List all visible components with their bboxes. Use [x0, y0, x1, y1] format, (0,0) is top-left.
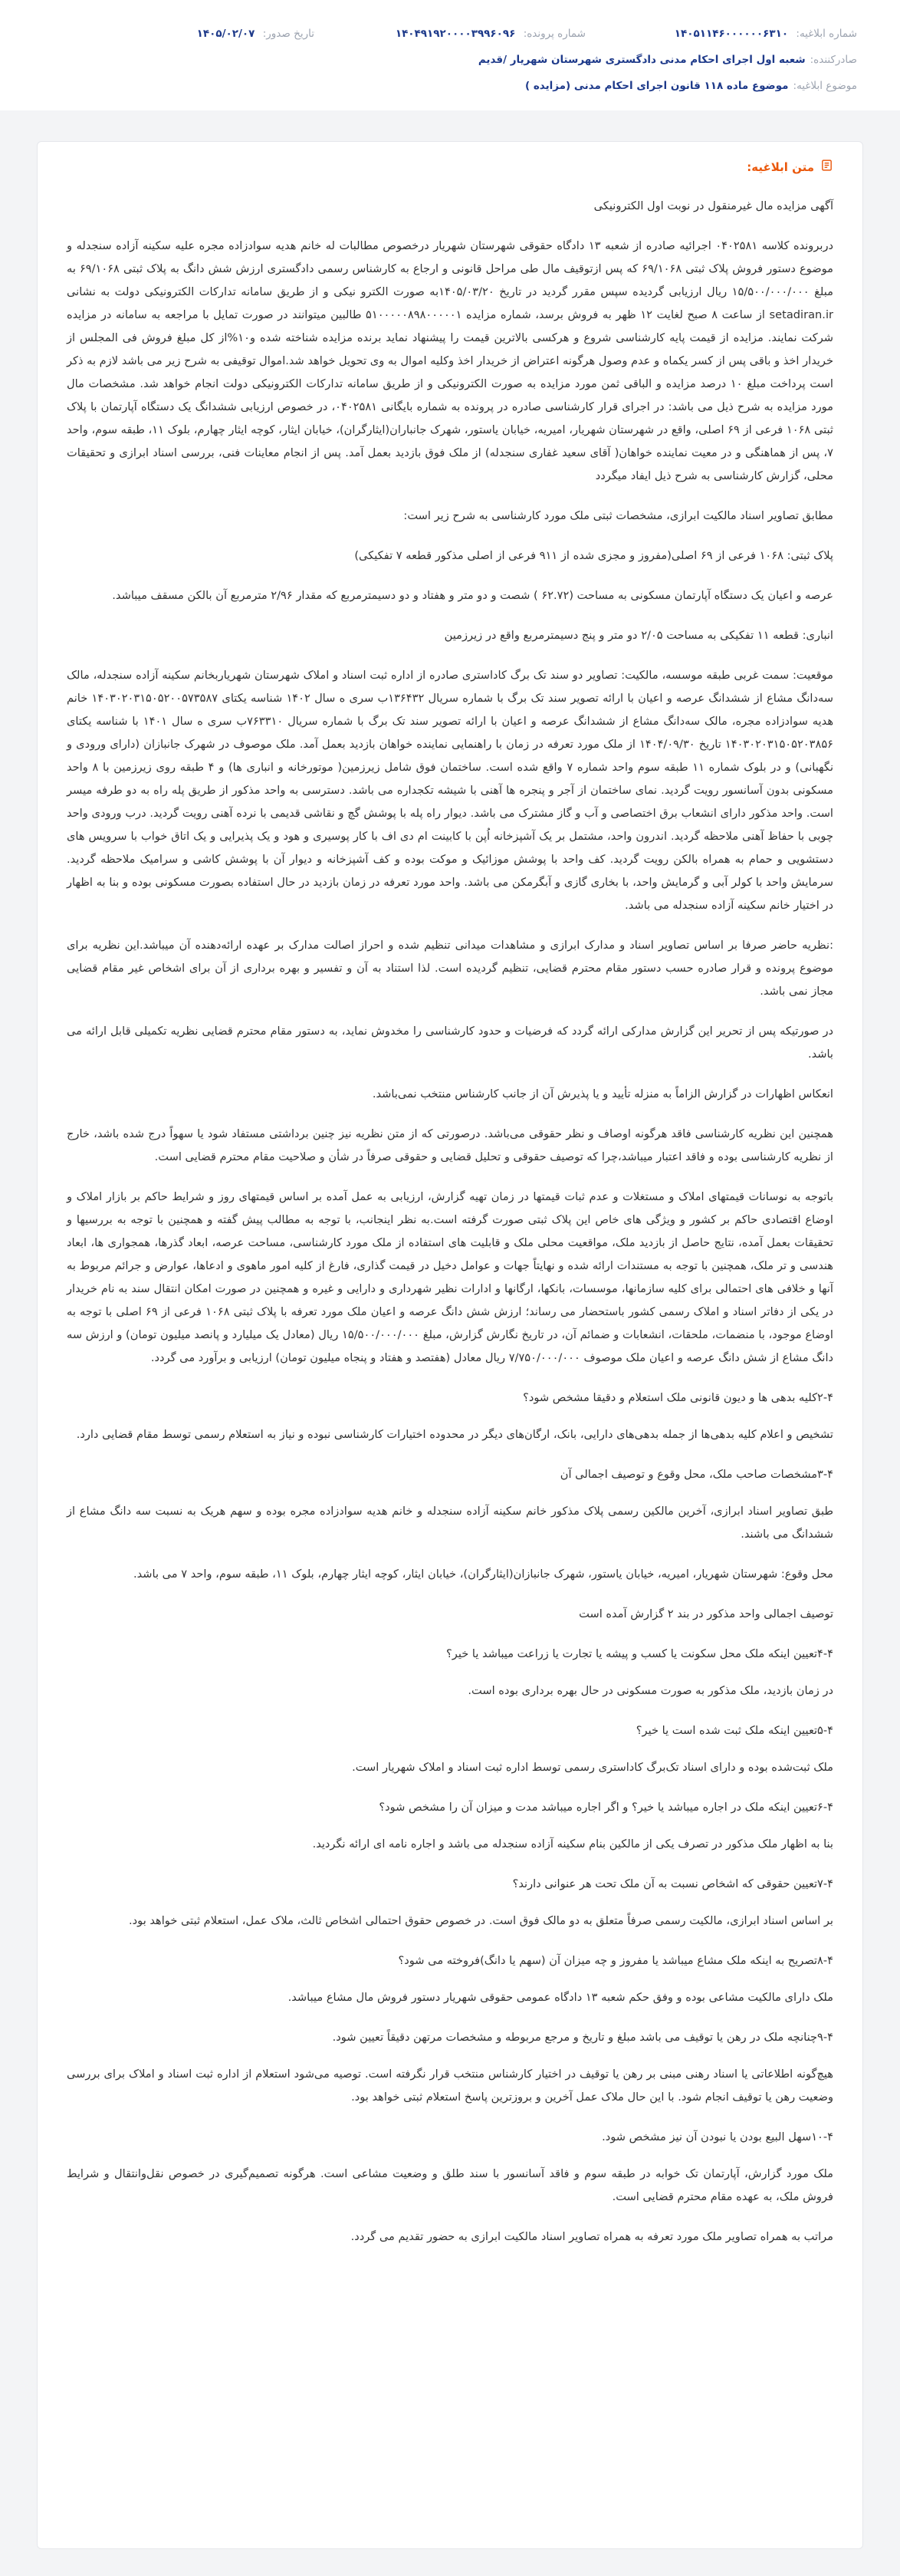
notice-body-title-text: متن ابلاغیه:	[747, 160, 814, 174]
issue-date	[43, 28, 314, 40]
subject-label: موضوع ابلاغیه:	[793, 80, 857, 92]
issue-date-value: ۱۴۰۵/۰۲/۰۷	[196, 28, 255, 40]
answer-item: طبق تصاویر اسناد ابرازی، آخرین مالکین رسمی پلاک مذکور خانم سکینه آزاده سنجدله و خانم هدیه سوادزاده مجره بوده و سهم هریک به نسبت سه دانگ مشاع از ششدانگ می باشند.	[67, 1505, 833, 1541]
question-item: ۱۰-۴سهل البیع بودن یا نبودن آن نیز مشخص شود.	[602, 2130, 833, 2143]
notice-header	[0, 0, 900, 110]
answer-item: محل وقوع: شهرستان شهریار، امیریه، خیابان یاستور، شهرک جانبازان(ایثارگران)، خیابان ایثار، کوچه ایثار چهارم، بلوک ۱۱، طبقه سوم، واحد ۷ می باشد.	[133, 1568, 833, 1581]
question-item: ۹-۴چنانچه ملک در رهن یا توقیف می باشد مبلغ و تاریخ و مرجع مربوطه و مشخصات مرتهن دقیقاً تعیین شود.	[332, 2031, 833, 2044]
notice-body-card	[37, 141, 863, 2549]
header-row-subject	[43, 80, 857, 92]
issuer-label: صادرکننده:	[810, 54, 857, 66]
case-number	[314, 28, 586, 40]
paragraph-valuation: باتوجه به نوسانات قیمتهای املاک و مستغلات و عدم ثبات قیمتها در زمان تهیه گزارش، ارزیابی به عمل آمده بر اساس قیمتهای روز و شرایط حاکم بر بازار املاک و اوضاع اقتصادی حاکم بر کشور و ویژگی های خاص این پلاک ثبتی صورت گرفته است.به نظر اینجانب، با توجه به مطالب پیش گفته و همچنین با توجه به بررسیها و تحقیقات بعمل آمده، نتایج حاصل از بازدید ملک، مواقعیت محلی ملک و قابلیت های استفاده از ملک مورد کارشناسی، مساحت عرصه، ابعاد گذرها، همجواری ها، ابعاد هندسی و تر ملک، همچنین با توجه به مستندات ارائه شده و نهایتاً جهات و عوامل دخیل در قیمت گذاری، فارغ از کلیه امور ماهوی و ادعاها، عوارض و جرائم مربوط به آنها و خلافی های احتمالی برای کلیه سازمانها، موسسات، بانکها، ارگانها و ادارات نظیر شهرداری و دارایی و غیره و همچنین در صورت امکان انتقال سند به نام خریدار در یکی از دفاتر اسناد و املاک رسمی کشور باستحضار می رساند؛ ارزش شش دانگ عرصه و اعیان ملک مورد تعرفه با پلاک ثبتی ۱۰۶۸ فرعی از ۶۹ اصلی با توجه به اوضاع موجود، با منضمات، ملحقات، انشعابات و ضمائم آن، در تاریخ نگارش گزارش، مبلغ ۱۵/۵۰۰/۰۰۰/۰۰۰ ریال (معادل یک میلیارد و پانصد میلیون تومان) و ارزش سه دانگ مشاع از شش دانگ عرصه و اعیان ملک موصوف ۷/۷۵۰/۰۰۰/۰۰۰ ریال معادل (هفتصد و هفتاد و پنجاه میلیون تومان) ارزیابی و برآورد می گردد.	[67, 1190, 833, 1364]
paragraph: پلاک ثبتی: ۱۰۶۸ فرعی از ۶۹ اصلی(مفروز و مجزی شده از ۹۱۱ فرعی از اصلی مذکور قطعه ۷ تفکیکی)	[354, 549, 833, 562]
announcement-number-label: شماره ابلاغیه:	[796, 28, 857, 40]
document-icon	[820, 159, 833, 175]
issue-date-label: تاریخ صدور:	[262, 28, 314, 40]
notice-body-title	[67, 159, 833, 175]
answer-item: بنا به اظهار ملک مذکور در تصرف یکی از مالکین بنام سکینه آزاده سنجدله می باشد و اجاره نامه ای ارائه نگردید.	[312, 1837, 833, 1851]
answer-item: در زمان بازدید، ملک مذکور به صورت مسکونی در حال بهره برداری بوده است.	[468, 1684, 833, 1697]
answer-item: ملک مورد گزارش، آپارتمان تک خوابه در طبقه سوم و فاقد آسانسور با سند طلق و وضعیت مشاعی است. هرگونه تصمیم‌گیری در خصوص نقل‌وانتقال و شرایط فروش ملک، به عهده مقام محترم قضایی است.	[67, 2167, 833, 2203]
answer-item: هیچ‌گونه اطلاعاتی یا اسناد رهنی مبنی بر رهن یا توقیف در اختیار کارشناس منتخب قرار نگرفته است. توصیه می‌شود استعلام از اداره ثبت اسناد و املاک برای بررسی وضعیت رهن یا توقیف انجام شود. با این حال ملاک عمل آخرین و بروزترین پاسخ استعلام ثبتی خواهد بود.	[67, 2068, 833, 2104]
answer-item: بر اساس اسناد ابرازی، مالکیت رسمی صرفاً متعلق به دو مالک فوق است. در خصوص حقوق احتمالی اشخاص ثالث، ملاک عمل، استعلام ثبتی خواهد بود.	[129, 1914, 833, 1927]
subject-value: موضوع ماده ۱۱۸ قانون اجرای احکام مدنی (مزایده )	[524, 80, 789, 92]
announcement-number	[586, 28, 857, 40]
question-item: ۶-۴تعیین اینکه ملک در اجاره میباشد یا خیر؟ و اگر اجاره میباشد مدت و میزان آن را مشخص شود؟	[379, 1801, 833, 1814]
paragraph-closing: مراتب به همراه تصاویر ملک مورد تعرفه به همراه تصاویر اسناد مالکیت ابرازی به حضور تقدیم می گردد.	[350, 2230, 833, 2243]
case-number-value: ۱۴۰۴۹۱۹۲۰۰۰۰۳۹۹۶۰۹۶	[395, 28, 516, 40]
question-item: ۷-۴تعیین حقوقی که اشخاص نسبت به آن ملک تحت هر عنوانی دارند؟	[512, 1877, 833, 1890]
paragraph: در صورتیکه پس از تحریر این گزارش مدارکی ارائه گردد که فرضیات و حدود کارشناسی را مخدوش نماید، به دستور مقام محترم قضایی نظریه تکمیلی قابل ارائه می باشد.	[67, 1025, 833, 1061]
header-row-numbers	[43, 28, 857, 40]
paragraph-heading: آگهی مزایده مال غیرمنقول در نوبت اول الکترونیکی	[593, 199, 833, 212]
question-item: ۸-۴تصریح به اینکه ملک مشاع میباشد یا مفروز و چه میزان آن (سهم یا دانگ)فروخته می شود؟	[398, 1954, 833, 1967]
case-number-label: شماره پرونده:	[523, 28, 586, 40]
header-row-issuer	[43, 54, 857, 66]
paragraph-auction-details: دربرونده کلاسه ۰۴۰۲۵۸۱ اجرائیه صادره از شعبه ۱۳ دادگاه حقوقی شهرستان شهریار درخصوص مطالبات له خانم هدیه سوادزاده مجره علیه سکینه آزاده سنجدله و موضوع دستور فروش پلاک ثبتی ۶۹/۱۰۶۸ که پس ازتوقیف مال طی مراحل قانونی و ارجاع به کارشناس رسمی دادگستری ارزش شش دانگ به پلاک ثبتی ۶۹/۱۰۶۸ به مبلغ ۱۵/۵۰۰/۰۰۰/۰۰۰ ریال ارزیابی گردیده سپس مقرر گردید در تاریخ ۱۴۰۵/۰۳/۲۰به صورت الکترو نیکی و از طریق سامانه تدارکات الکترونیکی دولت به نشانی setadiran.ir از ساعت ۸ صبح لغایت ۱۲ ظهر به فروش برسد، شماره مزایده ۵۱۰۰۰۰۰۸۹۸۰۰۰۰۰۱ طالبین میتوانند در صورت تمایل با مراجعه به سامانه در مزایده شرکت نمایند. مزایده از قیمت پایه کارشناسی شروع و هرکسی بالاترین قیمت را پیشنهاد نماید برنده مزایده شناخته شده و۱۰%از کل مبلغ فروش فی المجلس از خریدار اخذ و باقی پس از کسر یکماه و عدم وصول هرگونه اعتراض از خریدار اخذ وکلیه اموال به وی تحویل خواهد شد.اموال توقیفی به شرح زیر می باشد لازم به ذکر است پرداخت مبلغ ۱۰ درصد مزایده و الباقی ثمن مورد مزایده به صورت الکترونیکی و از طریق سامانه تدارکات الکترونیکی دولت انجام خواهد شد. مشخصات مال مورد مزایده به شرح ذیل می باشد: در اجرای قرار کارشناسی صادره در پرونده به شماره بایگانی ۰۴۰۲۵۸۱، در خصوص ارزیابی ششدانگ یک دستگاه آپارتمان با پلاک ثبتی ۱۰۶۸ فرعی از ۶۹ اصلی، واقع در شهرستان شهریار، امیریه، خیابان یاستور، شهرک جانباران(ایثارگران)، خیابان ایثار، کوچه ایثار چهارم، بلوک ۱۱، طبقه سوم، واحد ۷، پس از هماهنگی و در معیت نماینده خواهان( آقای سعید غفاری سنجدله) از ملک فوق بازدید بعمل آمد. پس از انجام معاینات فنی، بررسی اسناد ابرازی و تحقیقات محلی، گزارش کارشناسی به شرح ذیل ایفاد میگردد	[66, 239, 834, 482]
paragraph: انعکاس اظهارات در گزارش الزاماً به منزله تأیید و یا پذیرش آن از جانب کارشناس منتخب نمی‌باشد.	[372, 1087, 833, 1100]
paragraph: همچنین این نظریه کارشناسی فاقد هرگونه اوصاف و نظر حقوقی می‌باشد. درصورتی که از متن نظریه نیز چنین برداشتی مستفاد شود یا سهواً درج شده باشد، خارج از نظریه کارشناسی بوده و فاقد اعتبار میباشد،چرا که توصیف حقوقی و تحلیل قضایی و حقوقی صرفاً در شأن و صلاحیت مقام محترم قضایی است.	[67, 1127, 833, 1163]
paragraph: مطابق تصاویر اسناد مالکیت ابرازی، مشخصات ثبتی ملک مورد کارشناسی به شرح زیر است:	[403, 509, 833, 522]
question-item: ۵-۴تعیین اینکه ملک ثبت شده است یا خیر؟	[636, 1724, 833, 1737]
paragraph: انباری: قطعه ۱۱ تفکیکی به مساحت ۲/۰۵ دو متر و پنج دسیمترمربع واقع در زیرزمین	[444, 629, 833, 642]
question-item: ۲-۴کلیه بدهی ها و دیون قانونی ملک استعلام و دقیقا مشخص شود؟	[523, 1391, 833, 1404]
answer-item: تشخیص و اعلام کلیه بدهی‌ها از جمله بدهی‌های دارایی، بانک، ارگان‌های دیگر در محدوده اختیارات کارشناسی نبوده و نیاز به استعلام رسمی توسط مقام قضایی دارد.	[76, 1428, 833, 1441]
paragraph: :نظریه حاضر صرفا بر اساس تصاویر اسناد و مدارک ابرازی و مشاهدات میدانی تنظیم شده و احراز اصالت مدارک بر عهده ارائه‌دهنده آن میباشد.این نظریه برای موضوع پرونده و قرار صادره حسب دستور مقام محترم قضایی، تنظیم گردیده است. لذا استناد به آن و تفسیر و بهره برداری از آن برای اشخاص غیر مقام قضایی مجاز نمی باشد.	[67, 939, 833, 998]
answer-item: توصیف اجمالی واحد مذکور در بند ۲ گزارش آمده است	[579, 1607, 833, 1620]
answer-item: ملک ثبت‌شده بوده و دارای اسناد تک‌برگ کاداستری رسمی توسط اداره ثبت اسناد و املاک شهریار است.	[352, 1761, 833, 1774]
question-item: ۳-۴مشخصات صاحب ملک، محل وقوع و توصیف اجمالی آن	[560, 1468, 833, 1481]
paragraph-location: موقعیت: سمت غربی طبقه موسسه، مالکیت: تصاویر دو سند تک برگ کاداستری صادره از اداره ثبت اسناد و املاک شهرستان شهریاربخانم سکینه آزاده سنجدله، مالک سه‌دانگ مشاع از ششدانگ عرصه و اعیان با ارائه تصویر سند تک برگ با شماره سریال ۱۳۶۴۳۲ب سری ه سال ۱۴۰۲ شناسه یکتای ۱۴۰۳۰۲۰۳۱۵۰۵۲۰۰۵۷۳۵۸۷ خانم هدیه سوادزاده مجره، مالک سه‌دانگ مشاع از ششدانگ عرصه و اعیان با ارائه تصویر سند تک برگ با شماره سریال ۷۶۳۳۱۰ب سری ه سال ۱۴۰۱ با شناسه یکتای ۱۴۰۳۰۲۰۳۱۵۰۵۲۰۳۸۵۶ تاریخ ۱۴۰۴/۰۹/۳۰ از ملک مورد تعرفه در زمان با راهنمایی نماینده خواهان بازدید بعمل آمد. ملک موصوف در شهرک جانبازان (دارای ورودی و نگهبانی) و در بلوک شماره ۱۱ طبقه سوم واحد شماره ۷ واقع شده است. ساختمان فوق شامل زیرزمین( موتورخانه و انباری ها) و ۴ طبقه روی زیرزمین با ۸ واحد مسکونی بدون آسانسور رویت گردید. نمای ساختمان از آجر و پنجره ها آهنی با شیشه تکجداره می باشد. دسترسی به واحد مذکور از طریق پله راه به دو طرفه میسر است. واحد مذکور دارای انشعاب برق اختصاصی و آب و گاز مشترک می باشد. دیوار راه پله با پوشش گچ و نقاشی قدیمی با نرده آهنی رویت گردید. درب ورودی واحد چوبی با حفاظ آهنی ملاحظه گردید. اندرون واحد، مشتمل بر یک آشپزخانه اُپن با کابینت ام دی اف با کار پوسیری و هود و یک پذیرایی و یک اتاق خواب با سرویس های دستشویی و حمام به همراه بالکن رویت گردید. کف واحد با پوشش موزائیک و موکت بوده و کف آشپزخانه و دیوار آن با پوشش کاشی و سرامیک ملاحظه گردید. سرمایش واحد با کولر آبی و گرمایش واحد، با بخاری گازی و آبگرمکن می باشد. واحد مورد تعرفه در زمان بازدید در حال استفاده بصورت مسکونی بوده و بنا به اظهار در اختیار خانم سکینه آزاده سنجدله می باشد.	[67, 669, 834, 912]
issuer-value: شعبه اول اجرای احکام مدنی دادگستری شهرستان شهریار /قدیم	[478, 54, 806, 66]
question-item: ۴-۴تعیین اینکه ملک محل سکونت یا کسب و پیشه یا تجارت یا زراعت میباشد یا خیر؟	[446, 1647, 833, 1660]
announcement-number-value: ۱۴۰۵۱۱۴۶۰۰۰۰۰۰۶۳۱۰	[674, 28, 789, 40]
answer-item: ملک دارای مالکیت مشاعی بوده و وفق حکم شعبه ۱۳ دادگاه عمومی حقوقی شهریار دستور فروش مال مشاع میباشد.	[287, 1991, 833, 2004]
paragraph: عرصه و اعیان یک دستگاه آپارتمان مسکونی به مساحت (۶۲.۷۲ ) شصت و دو متر و هفتاد و دو دسیمترمربع که مقدار ۲/۹۶ مترمربع آن بالکن مسقف میباشد.	[112, 589, 833, 602]
